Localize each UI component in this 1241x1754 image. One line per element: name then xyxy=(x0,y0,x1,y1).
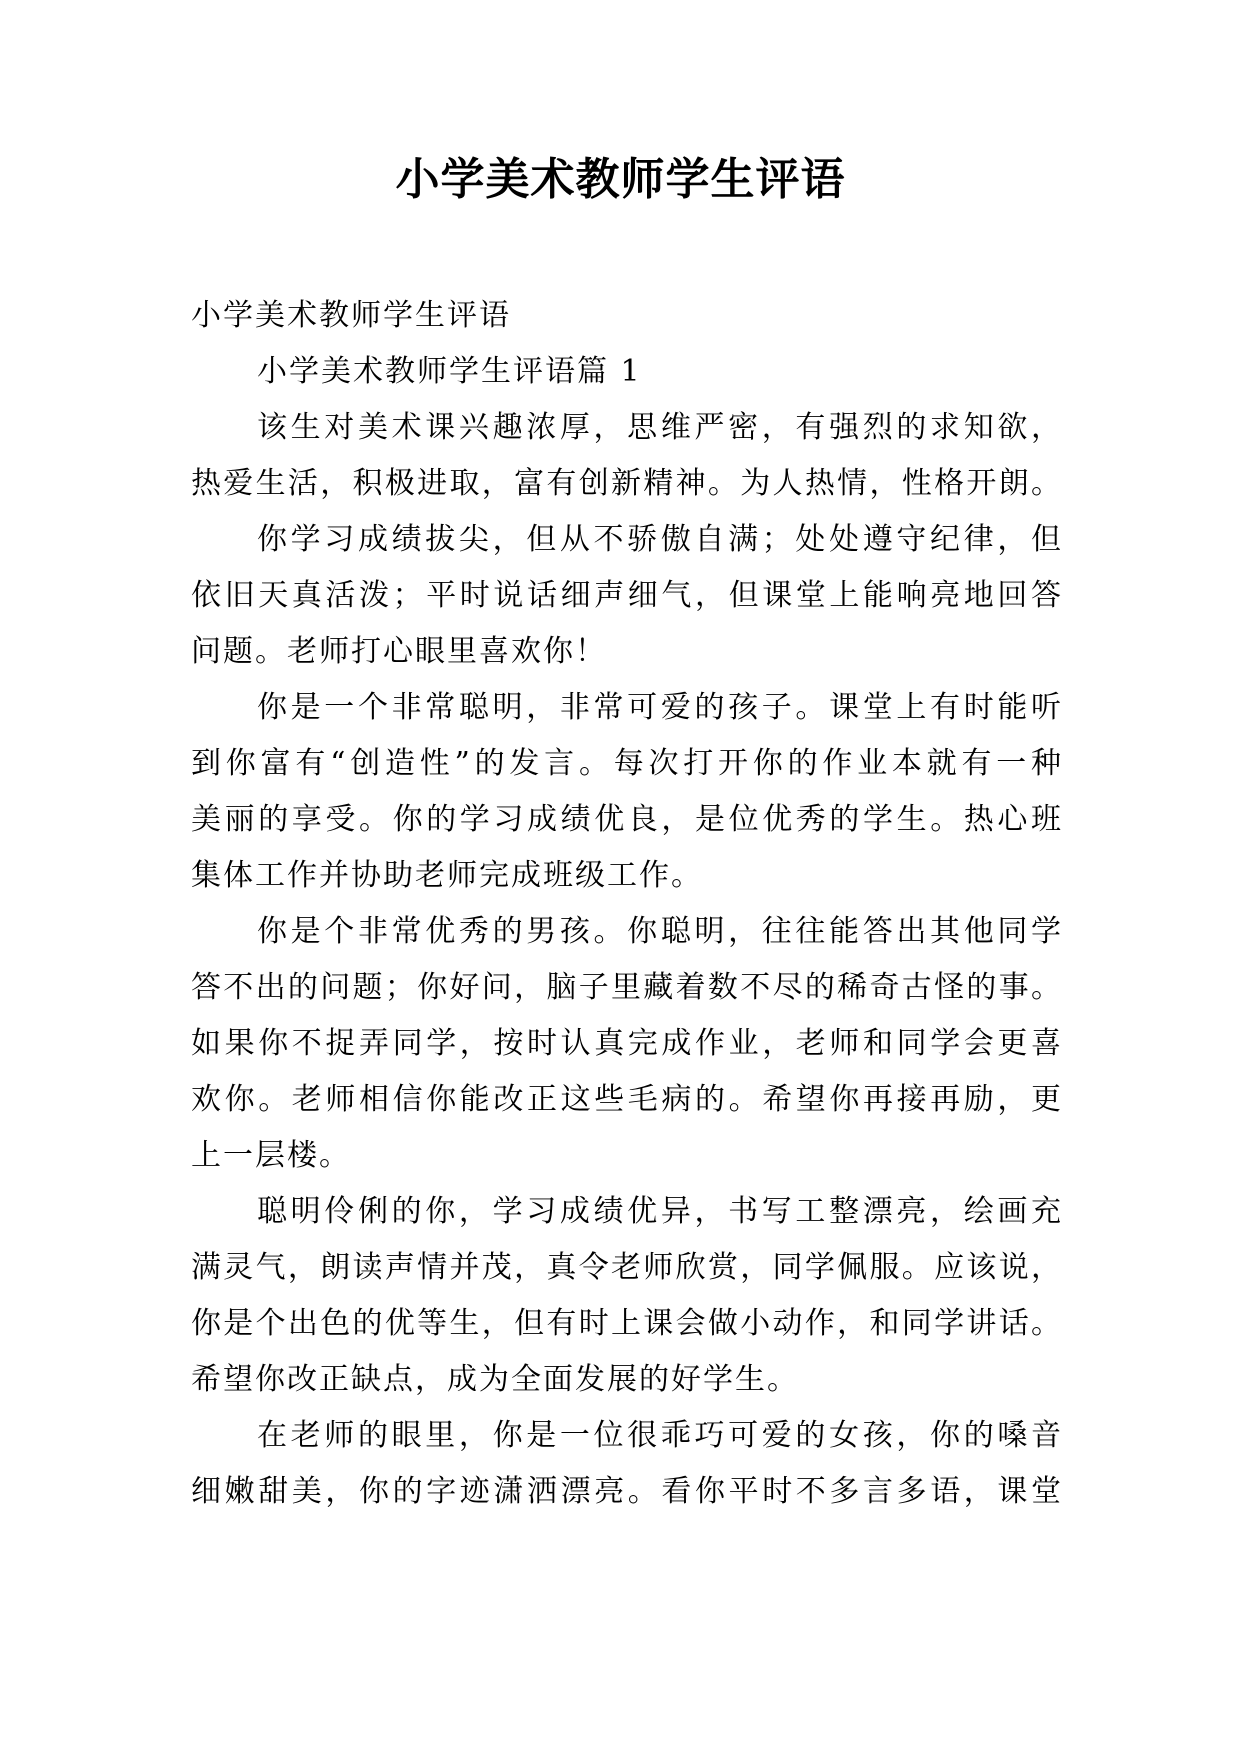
paragraph-line: 你是一个非常聪明，非常可爱的孩子。课堂上有时能听 xyxy=(257,690,1061,725)
section-heading: 小学美术教师学生评语篇 1 xyxy=(257,354,642,389)
paragraph-line: 到你富有“创造性”的发言。每次打开你的作业本就有一种 xyxy=(191,746,1061,781)
paragraph-line: 你是个出色的优等生，但有时上课会做小动作，和同学讲话。 xyxy=(191,1306,1061,1341)
document-title: 小学美术教师学生评语 xyxy=(395,154,846,205)
paragraph-line: 答不出的问题；你好问，脑子里藏着数不尽的稀奇古怪的事。 xyxy=(191,970,1061,1005)
paragraph-line: 集体工作并协助老师完成班级工作。 xyxy=(191,858,703,893)
paragraph-line: 依旧天真活泼；平时说话细声细气，但课堂上能响亮地回答 xyxy=(191,578,1061,613)
document-body xyxy=(191,288,1061,1520)
paragraph-line: 美丽的享受。你的学习成绩优良，是位优秀的学生。热心班 xyxy=(191,802,1061,837)
paragraph-line: 希望你改正缺点，成为全面发展的好学生。 xyxy=(191,1362,799,1397)
paragraph-line: 如果你不捉弄同学，按时认真完成作业，老师和同学会更喜 xyxy=(191,1026,1061,1061)
paragraph-line: 你是个非常优秀的男孩。你聪明，往往能答出其他同学 xyxy=(257,914,1061,949)
paragraph-line: 细嫩甜美，你的字迹潇洒漂亮。看你平时不多言多语，课堂 xyxy=(191,1474,1061,1509)
paragraph-line: 满灵气，朗读声情并茂，真令老师欣赏，同学佩服。应该说， xyxy=(191,1250,1061,1285)
paragraph-line: 该生对美术课兴趣浓厚，思维严密，有强烈的求知欲， xyxy=(257,410,1061,445)
paragraph-line: 欢你。老师相信你能改正这些毛病的。希望你再接再励，更 xyxy=(191,1082,1061,1117)
paragraph-line: 聪明伶俐的你，学习成绩优异，书写工整漂亮，绘画充 xyxy=(257,1194,1061,1229)
paragraph-line: 问题。老师打心眼里喜欢你！ xyxy=(191,634,607,669)
subtitle: 小学美术教师学生评语 xyxy=(191,298,511,333)
paragraph-line: 上一层楼。 xyxy=(191,1138,351,1173)
paragraph-line: 你学习成绩拔尖，但从不骄傲自满；处处遵守纪律，但 xyxy=(257,522,1061,557)
paragraph-line: 热爱生活，积极进取，富有创新精神。为人热情，性格开朗。 xyxy=(191,466,1061,501)
paragraph-line: 在老师的眼里，你是一位很乖巧可爱的女孩，你的嗓音 xyxy=(257,1418,1061,1453)
